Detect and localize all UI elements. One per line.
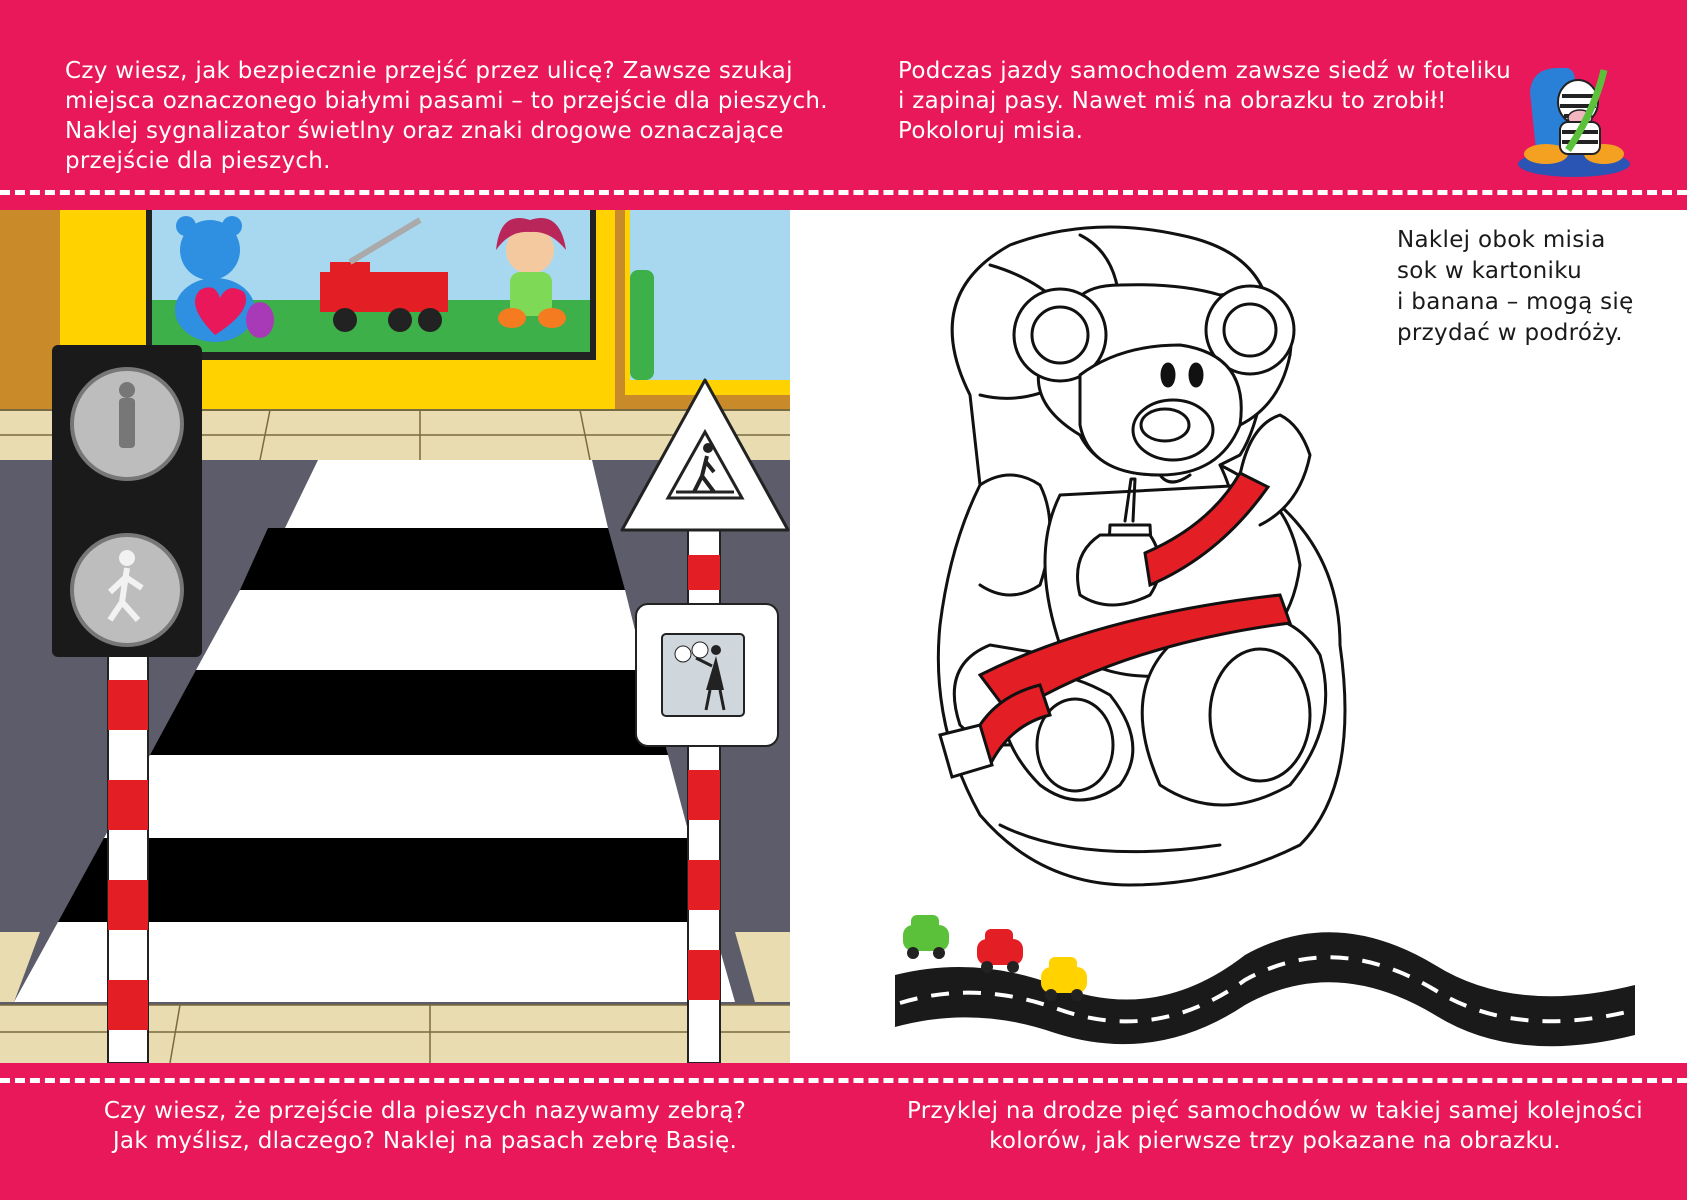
sticker-hint-line: i banana – mogą się <box>1397 289 1634 315</box>
toy-car-icon <box>977 929 1023 973</box>
top-left-line: Czy wiesz, jak bezpiecznie przejść przez ulicę? Zawsze szukaj <box>65 58 793 84</box>
toy-car-icon <box>903 915 949 959</box>
bottom-right-line: Przyklej na drodze pięć samochodów w takiej samej kolejności <box>907 1098 1643 1124</box>
top-left-instructions <box>65 56 845 176</box>
top-right-line: i zapinaj pasy. Nawet miś na obrazku to zrobił! <box>898 88 1447 114</box>
top-banner-dashed-line <box>0 190 1687 195</box>
sticker-hint-line: Naklej obok misia <box>1397 227 1606 253</box>
teddy-bear-coloring-illustration <box>920 225 1440 895</box>
top-right-instructions <box>898 56 1518 146</box>
top-right-line: Pokoloruj misia. <box>898 118 1084 144</box>
bottom-left-instructions <box>50 1096 800 1156</box>
top-left-line: przejście dla pieszych. <box>65 148 331 174</box>
bottom-left-line: Jak myślisz, dlaczego? Naklej na pasach zebrę Basię. <box>112 1128 738 1154</box>
bottom-banner-dashed-line <box>0 1078 1687 1083</box>
top-left-line: Naklej sygnalizator świetlny oraz znaki drogowe oznaczające <box>65 118 784 144</box>
children-sign-icon <box>636 604 778 746</box>
bottom-right-line: kolorów, jak pierwsze trzy pokazane na obrazku. <box>989 1128 1561 1154</box>
sticker-hint-line: przydać w podróży. <box>1397 320 1623 346</box>
zebra-in-car-seat-icon <box>1508 62 1638 180</box>
sticker-hint-line: sok w kartoniku <box>1397 258 1583 284</box>
top-left-line: miejsca oznaczonego białymi pasami – to przejście dla pieszych. <box>65 88 828 114</box>
winding-road-illustration <box>895 915 1635 1060</box>
street-crossing-illustration <box>0 210 790 1063</box>
bottom-right-instructions <box>880 1096 1670 1156</box>
bottom-left-line: Czy wiesz, że przejście dla pieszych nazywamy zebrą? <box>103 1098 747 1124</box>
top-right-line: Podczas jazdy samochodem zawsze siedź w foteliku <box>898 58 1512 84</box>
